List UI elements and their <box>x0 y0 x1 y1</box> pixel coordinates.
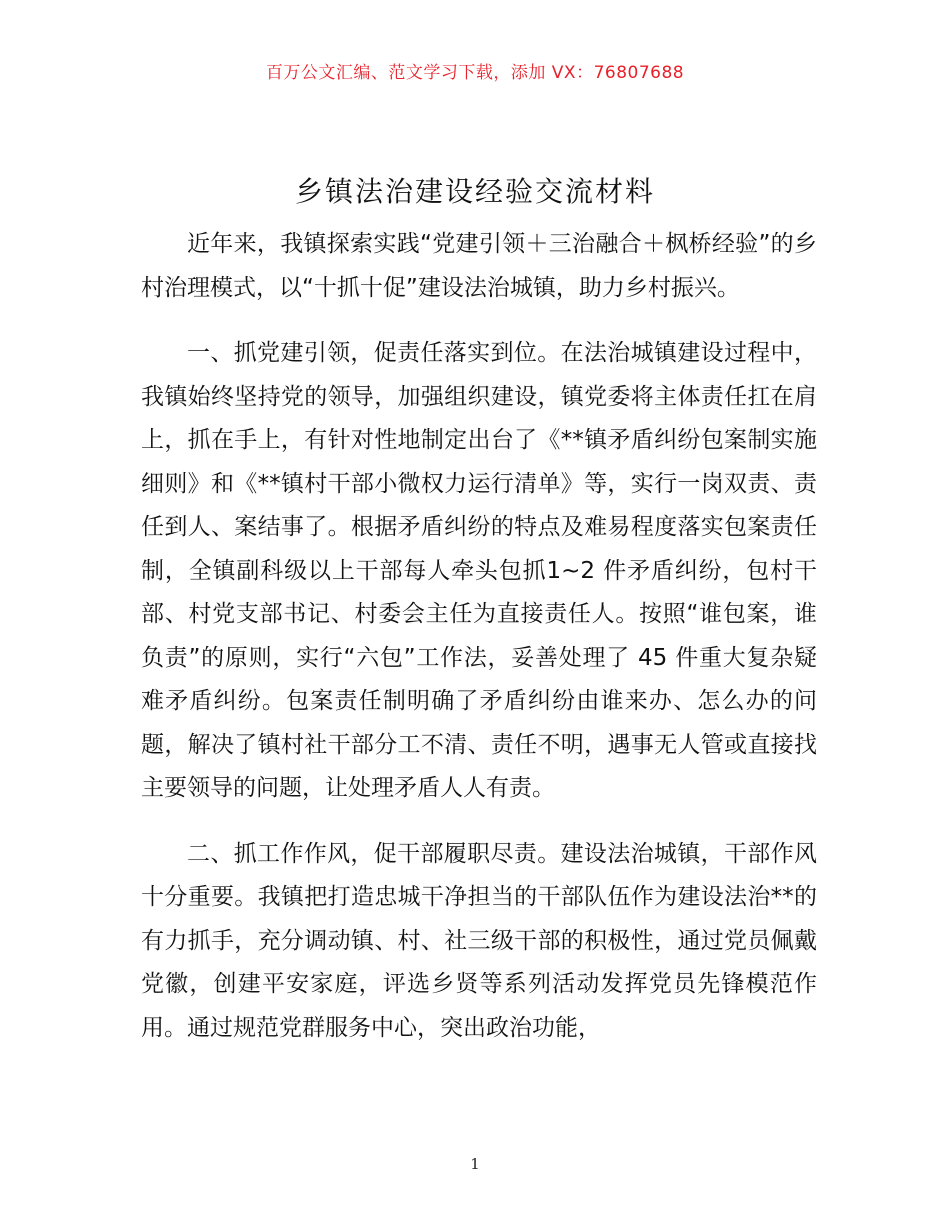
paragraph-section-one: 一、抓党建引领，促责任落实到位。在法治城镇建设过程中，我镇始终坚持党的领导，加强组织建设，镇党委将主体责任扛在肩上，抓在手上，有针对性地制定出台了《**镇矛盾纠纷包案制实施细则》和《**镇村干部小微权力运行清单》等，实行一岗双责、责任到人、案结事了。根据矛盾纠纷的特点及难易程度落实包案责任制，全镇副科级以上干部每人牵头包抓1~2 件矛盾纠纷，包村干部、村党支部书记、村委会主任为直接责任人。按照“谁包案，谁负责”的原则，实行“六包”工作法，妥善处理了 45 件重大复杂疑难矛盾纠纷。包案责任制明确了矛盾纠纷由谁来办、怎么办的问题，解决了镇村社干部分工不清、责任不明，遇事无人管或直接找主要领导的问题，让处理矛盾人人有责。 <box>141 340 817 801</box>
watermark-header-note: 百万公文汇编、范文学习下载，添加 VX：76807688 <box>265 63 685 83</box>
paragraph-section-two: 二、抓工作作风，促干部履职尽责。建设法治城镇，干部作风十分重要。我镇把打造忠城干净担当的干部队伍作为建设法治**的有力抓手，充分调动镇、村、社三级干部的积极性，通过党员佩戴党徽，创建平安家庭，评选乡贤等系列活动发挥党员先锋模范作用。通过规范党群服务中心，突出政治功能， <box>141 840 817 1041</box>
document-title: 乡镇法治建设经验交流材料 <box>294 175 655 208</box>
paragraph-intro: 近年来，我镇探索实践“党建引领＋三治融合＋枫桥经验”的乡村治理模式，以“十抓十促”建设法治城镇，助力乡村振兴。 <box>141 231 817 301</box>
page-number: 1 <box>470 1155 480 1173</box>
document-body <box>141 223 817 1050</box>
